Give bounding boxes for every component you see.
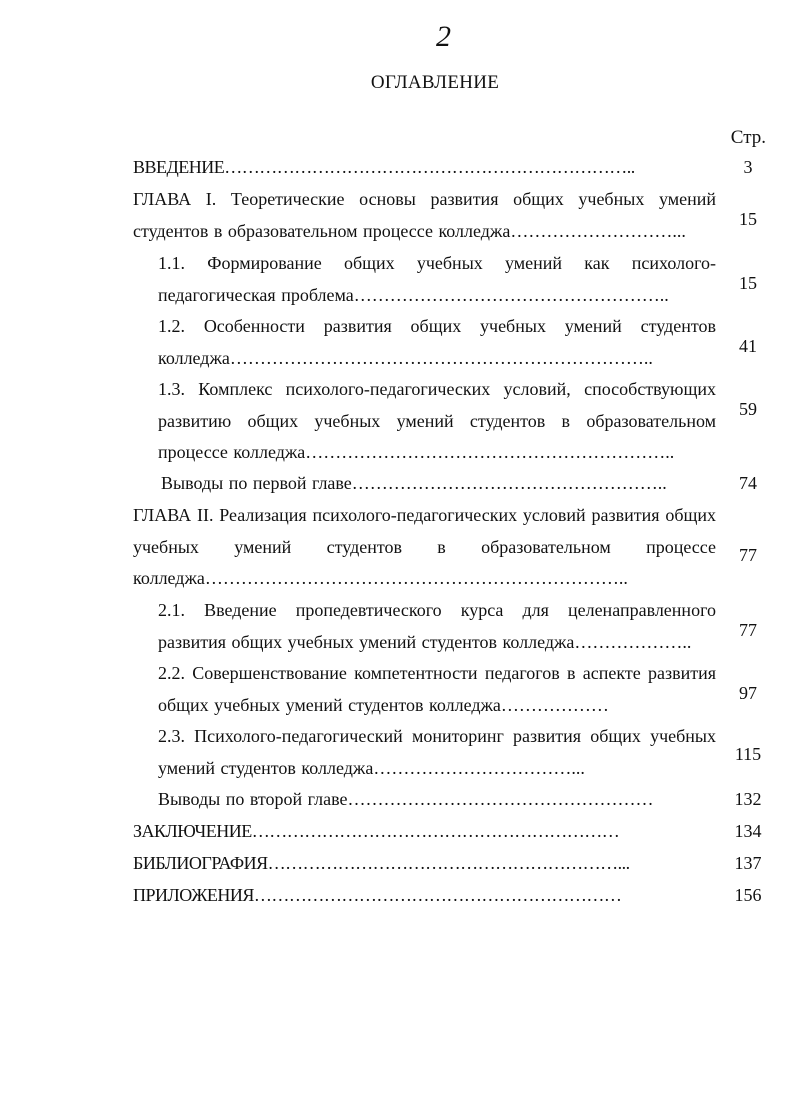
handwritten-page-mark: 2 [436, 20, 451, 53]
toc-entry-text: 1.2. Особенности развития общих учебных умений студентов колледжа…………………………………………………………….. [158, 316, 716, 368]
toc-entry-page: 115 [734, 744, 762, 764]
toc-entry-section-1-3 [158, 374, 773, 468]
toc-entry-text: ВВЕДЕНИЕ…………………………………………………………….. [133, 157, 635, 177]
toc-entry-conclusions-2 [158, 784, 773, 816]
toc-entry-text: БИБЛИОГРАФИЯ……………………………………………………... [133, 853, 630, 873]
toc-entry-bibliography [133, 848, 773, 880]
toc-entry-page: 97 [739, 683, 757, 703]
toc-entry-page: 137 [734, 853, 762, 873]
toc-entry-page: 59 [739, 399, 757, 419]
toc-entry-chapter-2 [133, 500, 773, 595]
toc-entry-page: 15 [739, 209, 757, 229]
toc-entry-section-2-3 [158, 721, 773, 784]
toc-entry-chapter-1 [133, 184, 773, 248]
toc-entry-text: 1.1. Формирование общих учебных умений как психолого-педагогическая проблема…………………………………………….. [158, 253, 716, 305]
toc-entry-section-2-1 [158, 595, 773, 658]
toc-entry-introduction [133, 152, 773, 184]
toc-entry-text: 2.2. Совершенствование компетентности педагогов в аспекте развития общих учебных умений студентов колледжа……………… [158, 663, 716, 715]
toc-entry-page: 74 [739, 473, 757, 493]
toc-entry-text: ЗАКЛЮЧЕНИЕ……………………………………………………… [133, 821, 620, 841]
toc-entry-text: ГЛАВА I. Теоретические основы развития общих учебных умений студентов в образовательном процессе колледжа………………………... [133, 189, 716, 241]
toc-entry-conclusion [133, 816, 773, 848]
toc-entry-text: Выводы по второй главе…………………………………………… [158, 789, 654, 809]
toc-entry-page: 15 [739, 273, 757, 293]
toc-entry-text: 2.3. Психолого-педагогический мониторинг развития общих учебных умений студентов колледжа……………………………... [158, 726, 716, 778]
page-title: ОГЛАВЛЕНИЕ [370, 72, 500, 93]
toc-entry-page: 41 [739, 336, 757, 356]
toc-entry-section-1-1 [158, 248, 773, 311]
toc-entry-page: 3 [743, 157, 753, 177]
toc-entry-page: 77 [739, 620, 757, 640]
toc-entry-page: 77 [739, 545, 757, 565]
toc-entry-text: ПРИЛОЖЕНИЯ……………………………………………………… [133, 885, 622, 905]
toc-entry-page: 134 [734, 821, 762, 841]
toc-entry-text: ГЛАВА II. Реализация психолого-педагогических условий развития общих учебных умений студентов в образовательном процессе колледжа…………………………………………………………….. [133, 505, 716, 588]
page-column-header: Стр. [730, 127, 766, 148]
toc-entry-section-1-2 [158, 311, 773, 374]
toc-entry-page: 132 [734, 789, 762, 809]
toc-entry-page: 156 [734, 885, 762, 905]
toc-entry-text: 1.3. Комплекс психолого-педагогических условий, способствующих развитию общих учебных умений студентов в образовательном процессе колледжа…………………………………………………….. [158, 379, 716, 462]
toc-entry-text: 2.1. Введение пропедевтического курса для целенаправленного развития общих учебных умений студентов колледжа……………….. [158, 600, 716, 652]
toc-entry-section-2-2 [158, 658, 773, 721]
toc-entry-conclusions-1 [161, 468, 773, 500]
toc-entry-text: Выводы по первой главе…………………………………………….. [161, 473, 667, 493]
toc-entry-appendices [133, 880, 773, 912]
